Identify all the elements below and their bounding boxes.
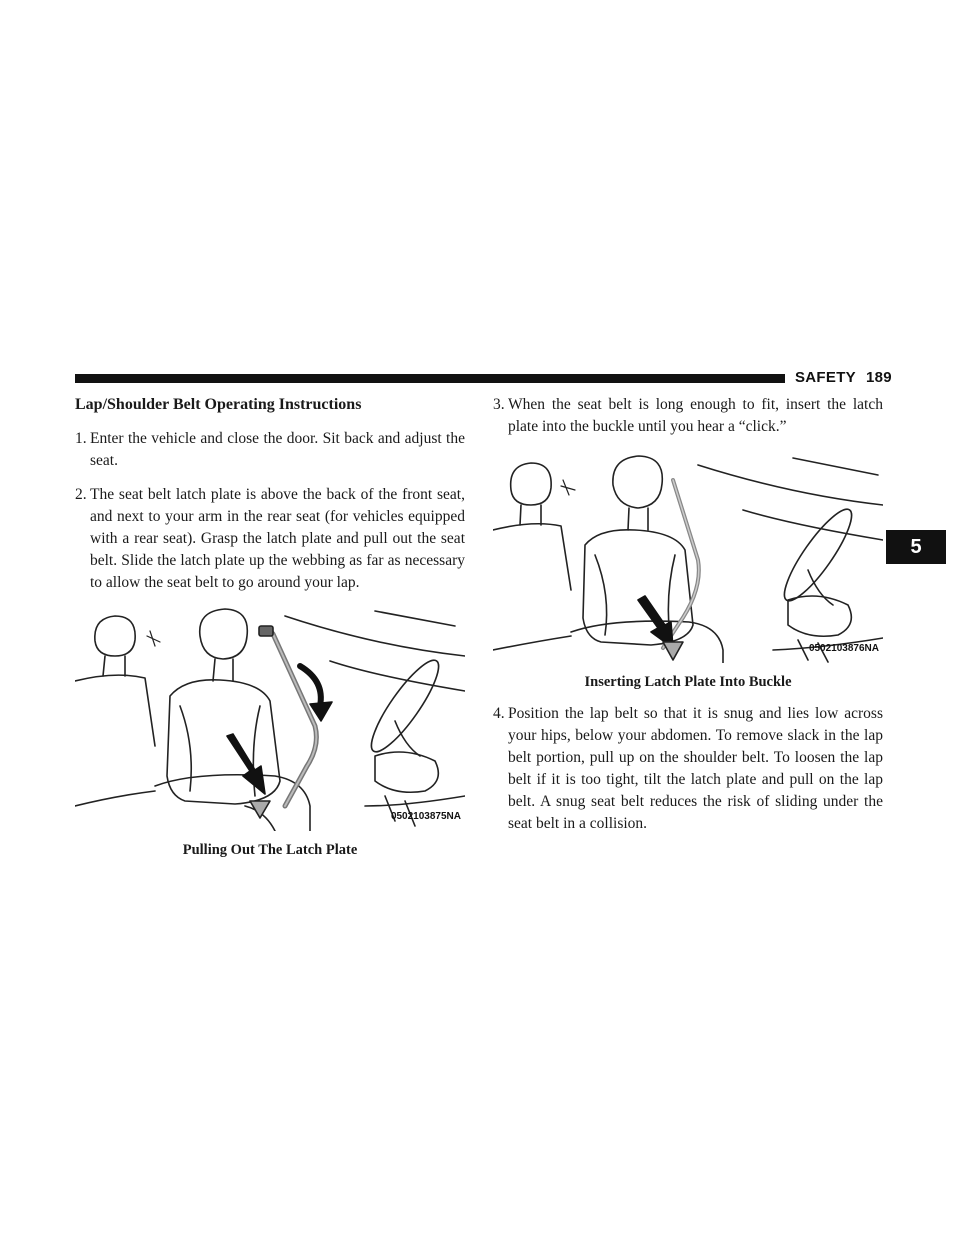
figure-caption: Inserting Latch Plate Into Buckle bbox=[584, 674, 792, 690]
figure-code: 0502103876NA bbox=[808, 643, 879, 654]
seat-illustration bbox=[493, 450, 883, 663]
step-text: When the seat belt is long enough to fit, insert the latch plate into the buckle until you hear a “click.” bbox=[508, 396, 883, 435]
step-text: Position the lap belt so that it is snug and lies low across your hips, below your abdomen. To remove slack in the lap belt portion, pull up on the shoulder belt. To loosen the lap belt if it is too tight, tilt the latch plate and pull on the lap belt. A snug seat belt reduces the risk of sliding under the seat belt in a collision. bbox=[508, 705, 883, 832]
page-number: 189 bbox=[865, 369, 892, 386]
step-2 bbox=[75, 484, 465, 594]
section-name: SAFETY bbox=[795, 369, 856, 386]
section-title: Lap/Shoulder Belt Operating Instructions bbox=[75, 396, 362, 413]
step-number: 4. bbox=[493, 705, 505, 722]
step-3 bbox=[493, 394, 883, 438]
step-text: The seat belt latch plate is above the back of the front seat, and next to your arm in the rear seat (for vehicles equipped with a rear seat). Grasp the latch plate and pull out the seat belt. Slide the latch plate up the webbing as far as necessary to allow the seat belt to go around your lap. bbox=[90, 486, 465, 591]
seat-illustration bbox=[75, 606, 465, 831]
figure-code: 0502103875NA bbox=[390, 811, 461, 822]
step-number: 1. bbox=[75, 430, 87, 447]
step-1 bbox=[75, 428, 465, 472]
left-column bbox=[75, 394, 465, 871]
chapter-tab: 5 bbox=[886, 530, 946, 564]
figure-inserting-latch-plate bbox=[493, 450, 883, 663]
step-number: 2. bbox=[75, 486, 87, 503]
right-column bbox=[493, 394, 883, 847]
figure-caption: Pulling Out The Latch Plate bbox=[182, 842, 358, 858]
arrow-icon bbox=[227, 734, 265, 794]
header-rule bbox=[75, 374, 785, 383]
figure-pulling-latch-plate bbox=[75, 606, 465, 831]
step-text: Enter the vehicle and close the door. Sit back and adjust the seat. bbox=[90, 430, 465, 469]
step-number: 3. bbox=[493, 396, 505, 413]
step-4 bbox=[493, 703, 883, 835]
running-header bbox=[795, 369, 892, 386]
